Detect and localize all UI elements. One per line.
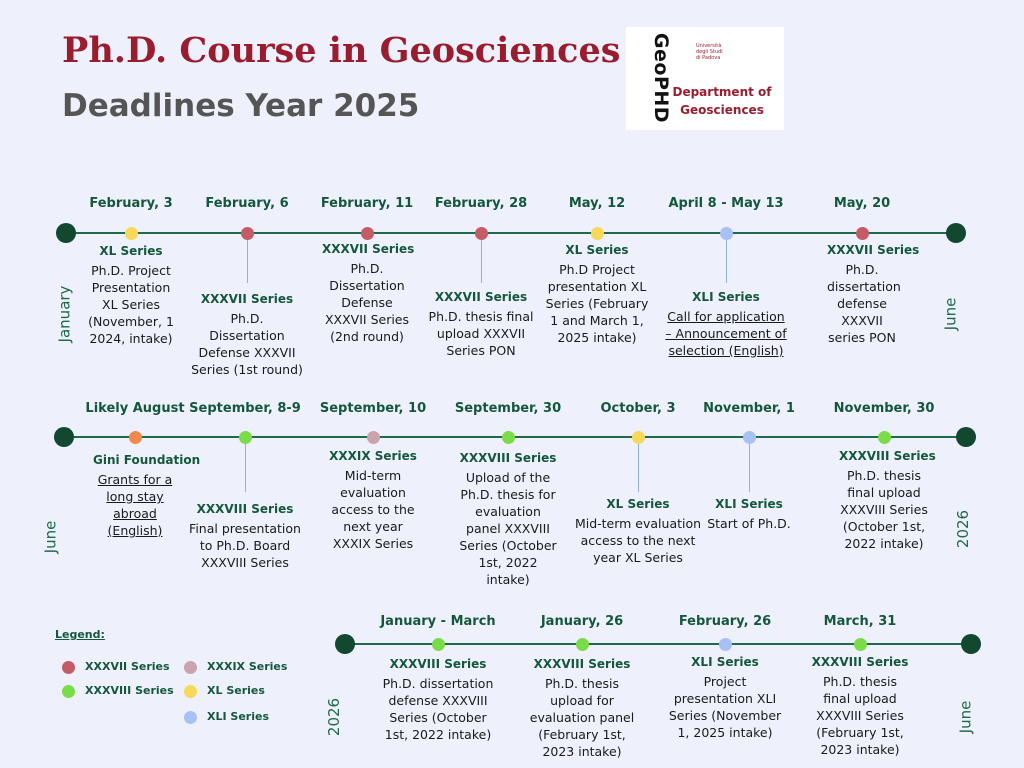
event-date: February, 6: [205, 196, 289, 211]
event-card: [426, 290, 536, 359]
legend-swatch: [184, 661, 197, 674]
timeline-end-label: 2026: [954, 509, 973, 549]
event-connector: [638, 437, 639, 492]
event-card: [573, 497, 703, 566]
legend-item: [62, 684, 174, 698]
event-series: XXXVII Series: [434, 290, 528, 304]
geophd-logo: [626, 27, 784, 130]
legend-swatch: [62, 661, 75, 674]
event-connector: [247, 233, 248, 283]
event-description: Ph.D. Project Presentation XL Series (November, 1 2024, intake): [88, 263, 174, 346]
event-series: XXXVII Series: [827, 243, 920, 257]
event-description: Ph.D. Dissertation Defense XXXVII Series (2nd round): [324, 261, 410, 344]
event-series: XXXIX Series: [329, 449, 417, 463]
event-description: Start of Ph.D.: [707, 516, 791, 531]
event-marker: [432, 638, 445, 651]
event-card: [839, 449, 936, 552]
timeline-end-marker: [956, 427, 976, 447]
event-description: Ph.D Project presentation XL Series (February 1 and March 1, 2025 intake): [545, 262, 649, 345]
timeline-end-marker: [961, 634, 981, 654]
logo-department-text: Department of Geosciences: [672, 85, 772, 117]
event-description: Ph.D. thesis final upload XXXVIII Series (February 1st, 2023 intake): [816, 674, 904, 757]
event-date: February, 26: [678, 614, 772, 629]
event-card: [191, 292, 303, 378]
legend-title: Legend:: [55, 628, 105, 641]
event-series: XXXVIII Series: [533, 657, 631, 671]
event-connector: [726, 233, 727, 283]
timeline-start-marker: [54, 427, 74, 447]
legend-item: [184, 684, 265, 698]
event-series: XL Series: [99, 244, 163, 258]
event-description: Mid-term evaluation access to the next year XL Series: [574, 516, 702, 565]
event-description: Ph.D. dissertation defense XXXVII series PON: [827, 262, 901, 345]
timeline-end-label: June: [956, 700, 975, 734]
event-date: February, 11: [320, 196, 414, 211]
timeline-line: [66, 232, 956, 234]
event-series: XL Series: [565, 243, 629, 257]
event-series: XXXVIII Series: [811, 655, 909, 669]
legend-swatch: [184, 685, 197, 698]
event-series: Gini Foundation: [93, 453, 201, 467]
event-marker: [239, 431, 252, 444]
timeline-line: [64, 436, 966, 438]
event-date: September, 8-9: [189, 401, 301, 416]
event-date: September, 30: [454, 401, 562, 416]
event-series: XXXVII Series: [200, 292, 294, 306]
legend-label: XXXVII Series: [85, 660, 170, 673]
event-marker: [856, 227, 869, 240]
timeline-start-marker: [56, 223, 76, 243]
timeline-end-marker: [946, 223, 966, 243]
event-description: Ph.D. dissertation defense XXXVIII Series (October 1st, 2022 intake): [382, 676, 494, 742]
timeline-start-marker: [335, 634, 355, 654]
timeline-start-label: January: [55, 285, 74, 343]
event-marker: [125, 227, 138, 240]
event-card: [327, 449, 419, 552]
event-card: [456, 451, 560, 588]
event-series: XLI Series: [692, 290, 760, 304]
legend-item: [184, 660, 287, 674]
event-card: [827, 243, 920, 346]
event-description: Ph.D. thesis upload for evaluation panel (February 1st, 2023 intake): [529, 676, 635, 759]
legend-label: XLI Series: [207, 710, 269, 723]
event-marker: [743, 431, 756, 444]
event-connector: [245, 437, 246, 492]
legend-item: [62, 660, 170, 674]
legend-item: [184, 710, 269, 724]
event-date: May, 20: [833, 196, 891, 211]
logo-university-text: Università degli Studi di Padova: [696, 43, 723, 61]
event-series: XLI Series: [715, 497, 783, 511]
event-date: January - March: [380, 614, 496, 629]
page-subtitle: Deadlines Year 2025: [62, 88, 420, 124]
event-description: Ph.D. thesis final upload XXXVIII Series (October 1st, 2022 intake): [840, 468, 928, 551]
event-marker: [502, 431, 515, 444]
event-card: [382, 657, 494, 743]
event-date: March, 31: [823, 614, 897, 629]
legend-label: XXXIX Series: [207, 660, 288, 673]
event-date: Likely August: [85, 401, 185, 416]
event-series: XL Series: [606, 497, 670, 511]
legend-label: XL Series: [207, 684, 265, 697]
timeline-start-label: 2026: [325, 697, 344, 737]
event-card: [665, 655, 785, 741]
event-card: [545, 243, 649, 346]
event-description: Upload of the Ph.D. thesis for evaluation panel XXXVIII Series (October 1st, 2022 intake): [459, 470, 557, 587]
event-marker: [576, 638, 589, 651]
event-connector: [481, 233, 482, 283]
event-marker: [719, 638, 732, 651]
event-series: XXXVIII Series: [459, 451, 557, 465]
timeline-end-label: June: [941, 297, 960, 331]
event-series: XXXVIII Series: [839, 449, 936, 463]
event-series: XLI Series: [691, 655, 759, 669]
event-marker: [361, 227, 374, 240]
event-description: Ph.D. thesis final upload XXXVII Series PON: [428, 309, 534, 358]
event-series: XXXVII Series: [322, 242, 415, 256]
event-link[interactable]: Call for application – Announcement of selection (English): [665, 309, 787, 358]
event-date: February, 3: [89, 196, 173, 211]
logo-geophd-text: GeoPHD: [650, 32, 673, 124]
event-description: Ph.D. Dissertation Defense XXXVII Series (1st round): [191, 311, 303, 377]
event-marker: [878, 431, 891, 444]
event-description: Project presentation XLI Series (November 1, 2025 intake): [668, 674, 782, 740]
event-card[interactable]: [93, 453, 201, 539]
event-marker: [367, 431, 380, 444]
event-date: November, 1: [703, 401, 795, 416]
event-description: Final presentation to Ph.D. Board XXXVIII Series: [189, 521, 301, 570]
legend-swatch: [62, 685, 75, 698]
event-card: [87, 244, 175, 347]
event-date: February, 28: [434, 196, 528, 211]
event-card: [322, 242, 415, 345]
event-marker: [475, 227, 488, 240]
event-date: January, 26: [540, 614, 624, 629]
event-card: [704, 497, 794, 532]
event-series: XXXVIII Series: [196, 502, 294, 516]
event-connector: [749, 437, 750, 492]
event-marker: [720, 227, 733, 240]
event-date: September, 10: [319, 401, 427, 416]
event-date: May, 12: [568, 196, 626, 211]
legend-label: XXXVIII Series: [85, 684, 174, 697]
event-date: April 8 - May 13: [668, 196, 784, 211]
event-date: November, 30: [833, 401, 935, 416]
event-card[interactable]: [663, 290, 789, 359]
event-description: Mid-term evaluation access to the next year XXXIX Series: [331, 468, 415, 551]
timeline-start-label: June: [41, 520, 60, 554]
event-marker: [591, 227, 604, 240]
event-marker: [632, 431, 645, 444]
event-date: October, 3: [600, 401, 676, 416]
event-marker: [241, 227, 254, 240]
event-marker: [129, 431, 142, 444]
event-series: XXXVIII Series: [389, 657, 487, 671]
event-link[interactable]: Grants for a long stay abroad (English): [97, 472, 173, 538]
page-title: Ph.D. Course in Geosciences: [62, 30, 621, 71]
event-card: [527, 657, 637, 760]
legend-swatch: [184, 711, 197, 724]
event-card: [187, 502, 303, 571]
event-marker: [854, 638, 867, 651]
event-card: [808, 655, 912, 758]
